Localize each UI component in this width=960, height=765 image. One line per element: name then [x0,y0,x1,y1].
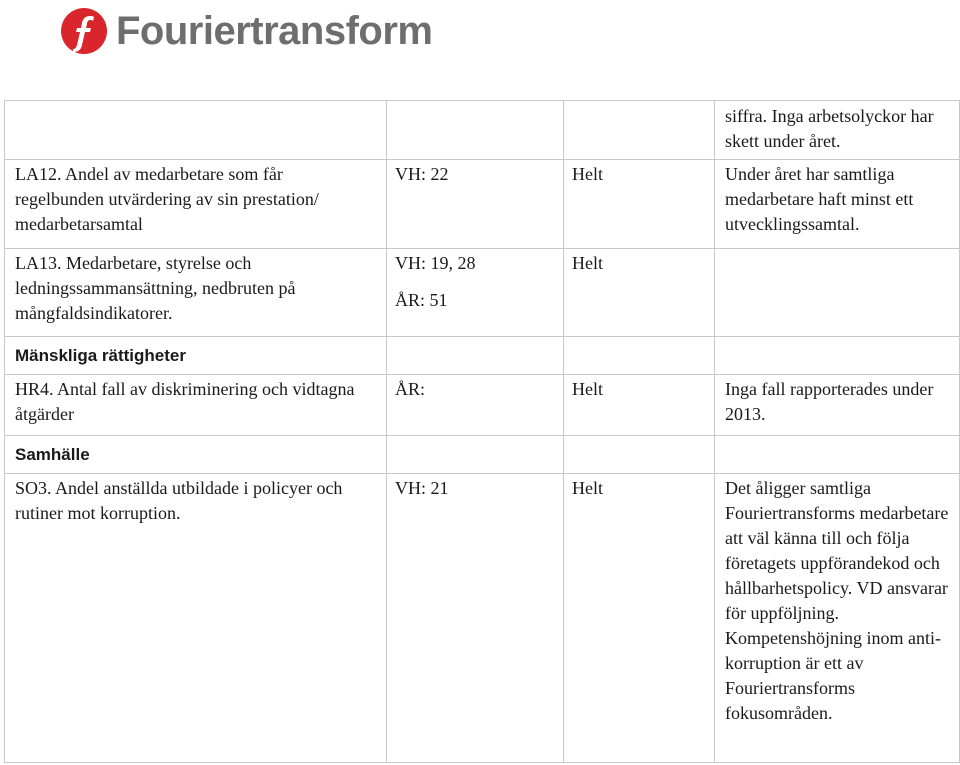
section-heading-human-rights: Mänskliga rättigheter [5,337,387,375]
scope-cell: Helt [564,249,715,337]
reference-cell: ÅR: [387,375,564,436]
reference-cell: VH: 21 [387,474,564,763]
table-row [5,375,960,436]
comment-cell [715,249,960,337]
indicator-cell: LA12. Andel av medarbetare som får regelbunden utvärdering av sin prestation/ medarbetarsamtal [5,160,387,249]
scope-cell [564,101,715,160]
empty-cell [715,337,960,375]
indicator-cell: HR4. Antal fall av diskriminering och vidtagna åtgärder [5,375,387,436]
comment-cell: Inga fall rapporterades under 2013. [715,375,960,436]
empty-cell [715,436,960,474]
table-row [5,249,960,337]
comment-cell: siffra. Inga arbetsolyckor har skett under året. [715,101,960,160]
reference-cell [387,101,564,160]
empty-cell [387,436,564,474]
section-heading-society: Samhälle [5,436,387,474]
empty-cell [564,337,715,375]
company-logo [60,6,433,56]
section-row [5,436,960,474]
scope-cell: Helt [564,375,715,436]
empty-cell [387,337,564,375]
empty-cell [564,436,715,474]
table-row [5,101,960,160]
reference-cell: VH: 19, 28 ÅR: 51 [387,249,564,337]
gri-index-table [4,100,960,763]
logo-f-icon [60,7,108,55]
comment-cell: Det åligger samtliga Fouriertransforms medarbetare att väl känna till och följa företagets uppförandekod och hållbarhetspolicy. VD ansvarar för uppföljning. Kompetenshöjning inom anti-korruption är ett av Fouriertransforms fokusområden. [715,474,960,763]
comment-cell: Under året har samtliga medarbetare haft minst ett utvecklingssamtal. [715,160,960,249]
indicator-cell: SO3. Andel anställda utbildade i policyer och rutiner mot korruption. [5,474,387,763]
logo-wordmark: Fouriertransform [116,8,433,53]
section-row [5,337,960,375]
table-row [5,160,960,249]
indicator-cell: LA13. Medarbetare, styrelse och ledningssammansättning, nedbruten på mångfaldsindikatorer. [5,249,387,337]
scope-cell: Helt [564,160,715,249]
table-row [5,474,960,763]
scope-cell: Helt [564,474,715,763]
indicator-cell [5,101,387,160]
reference-cell: VH: 22 [387,160,564,249]
